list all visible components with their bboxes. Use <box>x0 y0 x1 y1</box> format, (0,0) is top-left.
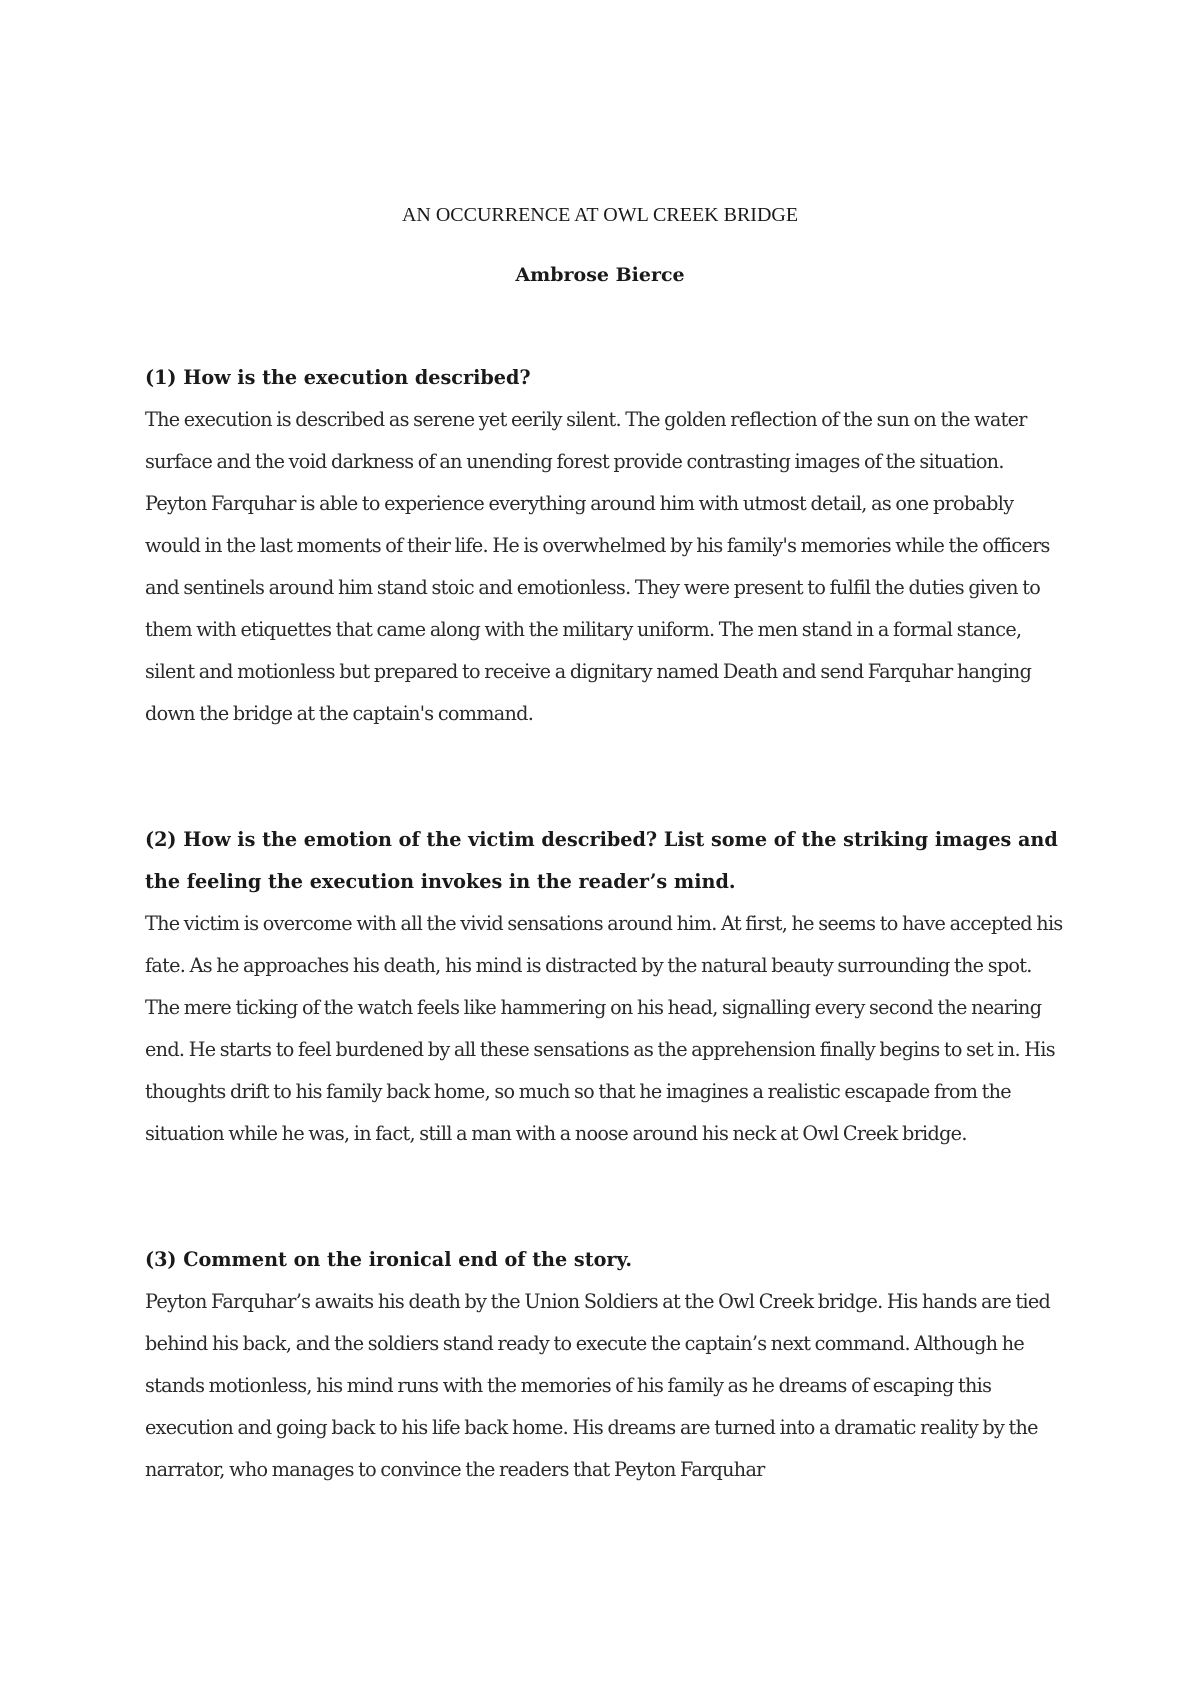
question-heading: (2) How is the emotion of the victim described? List some of the striking images and the feeling the execution invokes in the reader’s mind. <box>145 828 1058 893</box>
section-question-1 <box>145 357 1065 735</box>
question-heading: (3) Comment on the ironical end of the story. <box>145 1248 633 1271</box>
question-heading: (1) How is the execution described? <box>145 366 531 389</box>
section-question-2 <box>145 819 1065 1155</box>
section-question-3 <box>145 1239 1065 1491</box>
document-title: AN OCCURRENCE AT OWL CREEK BRIDGE <box>401 204 799 226</box>
answer-paragraph: The execution is described as serene yet eerily silent. The golden reflection of the sun on the water surface and the void darkness of an unending forest provide contrasting images of the situation. Peyton Farquhar is able to experience everything around him with utmost detail, as one probably would in the last moments of their life. He is overwhelmed by his family's memories while the officers and sentinels around him stand stoic and emotionless. They were present to fulfil the duties given to them with etiquettes that came along with the military uniform. The men stand in a formal stance, silent and motionless but prepared to receive a dignitary named Death and send Farquhar hanging down the bridge at the captain's command. <box>145 408 1050 725</box>
answer-paragraph: The victim is overcome with all the vivid sensations around him. At first, he seems to have accepted his fate. As he approaches his death, his mind is distracted by the natural beauty surrounding the spot. The mere ticking of the watch feels like hammering on his head, signalling every second the nearing end. He starts to feel burdened by all these sensations as the apprehension finally begins to set in. His thoughts drift to his family back home, so much so that he imagines a realistic escapade from the situation while he was, in fact, still a man with a noose around his neck at Owl Creek bridge. <box>145 912 1063 1145</box>
document-author: Ambrose Bierce <box>515 264 685 286</box>
answer-paragraph: Peyton Farquhar’s awaits his death by the Union Soldiers at the Owl Creek bridge. His hands are tied behind his back, and the soldiers stand ready to execute the captain’s next command. Although he stands motionless, his mind runs with the memories of his family as he dreams of escaping this execution and going back to his life back home. His dreams are turned into a dramatic reality by the narrator, who manages to convince the readers that Peyton Farquhar <box>145 1290 1051 1481</box>
